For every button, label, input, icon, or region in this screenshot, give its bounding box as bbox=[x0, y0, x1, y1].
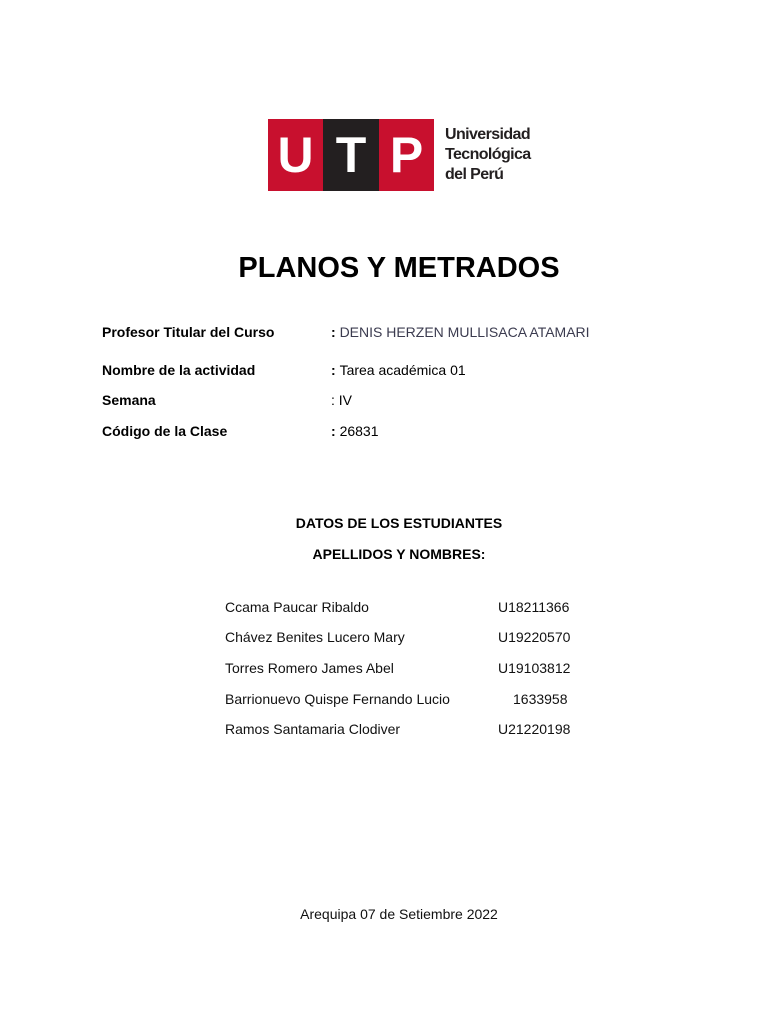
logo-text-line: del Perú bbox=[445, 166, 504, 183]
class-code: 26831 bbox=[339, 423, 379, 439]
professor-name: DENIS HERZEN MULLISACA ATAMARI bbox=[339, 324, 590, 340]
logo-letter-t: T bbox=[323, 119, 379, 191]
utp-logo bbox=[268, 119, 531, 191]
info-value: : Tarea académica 01 bbox=[331, 362, 466, 378]
student-name: Chávez Benites Lucero Mary bbox=[225, 629, 405, 645]
info-value: : IV bbox=[331, 392, 353, 408]
logo-letter-p: P bbox=[379, 119, 434, 191]
info-label: Código de la Clase bbox=[102, 423, 228, 439]
names-heading: APELLIDOS Y NOMBRES: bbox=[312, 546, 486, 562]
logo-text-line: Tecnológica bbox=[445, 146, 531, 163]
info-label: Profesor Titular del Curso bbox=[102, 324, 275, 340]
footer-date: Arequipa 07 de Setiembre 2022 bbox=[300, 906, 498, 922]
student-name: Ramos Santamaria Clodiver bbox=[225, 721, 401, 737]
student-code: 1633958 bbox=[513, 691, 568, 707]
student-code: U19220570 bbox=[498, 629, 571, 645]
document-title: PLANOS Y METRADOS bbox=[238, 252, 560, 284]
info-label: Nombre de la actividad bbox=[102, 362, 256, 378]
student-code: U21220198 bbox=[498, 721, 571, 737]
student-name: Ccama Paucar Ribaldo bbox=[225, 599, 369, 615]
student-code: U18211366 bbox=[498, 599, 570, 615]
student-code: U19103812 bbox=[498, 660, 571, 676]
utp-logo-mark bbox=[268, 119, 434, 191]
student-name: Barrionuevo Quispe Fernando Lucio bbox=[225, 691, 450, 707]
logo-text-line: Universidad bbox=[445, 126, 530, 143]
activity-name: Tarea académica 01 bbox=[339, 362, 466, 378]
logo-letter-u: U bbox=[268, 119, 323, 191]
info-label: Semana bbox=[102, 392, 156, 408]
students-heading: DATOS DE LOS ESTUDIANTES bbox=[295, 515, 503, 531]
week-value: IV bbox=[338, 392, 353, 408]
info-value: : 26831 bbox=[331, 423, 379, 439]
logo-wordmark bbox=[445, 125, 531, 185]
info-value: : DENIS HERZEN MULLISACA ATAMARI bbox=[331, 324, 590, 340]
student-name: Torres Romero James Abel bbox=[225, 660, 394, 676]
